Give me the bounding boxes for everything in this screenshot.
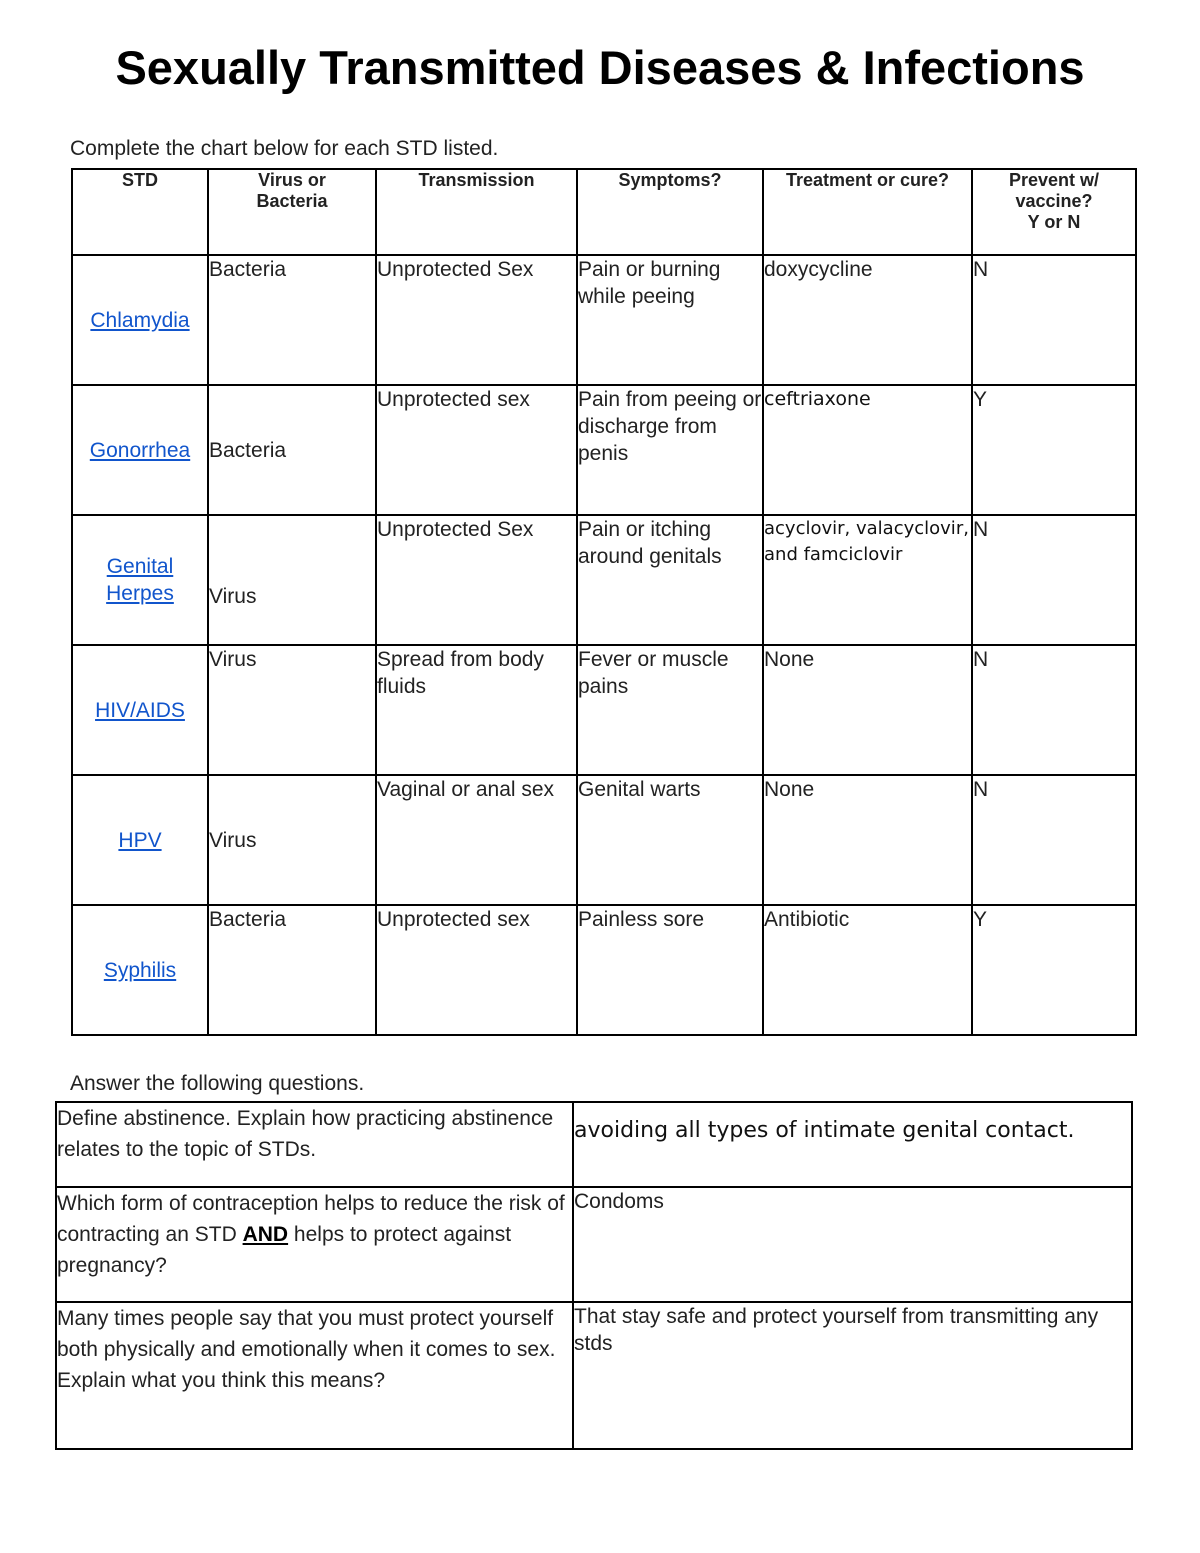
header-symptoms: Symptoms? [577, 169, 763, 255]
transmission-cell: Vaginal or anal sex [376, 775, 577, 905]
treatment-cell: None [763, 775, 972, 905]
std-name-cell [72, 255, 208, 385]
table-header-row [72, 169, 1136, 255]
vaccine-cell: N [972, 255, 1136, 385]
treatment-cell: acyclovir, valacyclovir, and famciclovir [763, 515, 972, 645]
std-link-hpv[interactable]: HPV [118, 828, 162, 852]
vaccine-cell: Y [972, 905, 1136, 1035]
type-cell: Bacteria [208, 905, 376, 1035]
page-title: Sexually Transmitted Diseases & Infections [115, 41, 1085, 94]
treatment-cell: ceftriaxone [763, 385, 972, 515]
std-link-genital-herpes[interactable]: Genital Herpes [106, 555, 174, 605]
answer-cell: That stay safe and protect yourself from transmitting any stds [573, 1302, 1132, 1449]
question-cell: Define abstinence. Explain how practicing abstinence relates to the topic of STDs. [56, 1102, 573, 1187]
question-cell: Many times people say that you must protect yourself both physically and emotionally when it comes to sex. Explain what you think this means? [56, 1302, 573, 1449]
symptoms-cell: Fever or muscle pains [577, 645, 763, 775]
type-cell: Virus [208, 645, 376, 775]
table-row [72, 255, 1136, 385]
treatment-cell: doxycycline [763, 255, 972, 385]
table-row [72, 645, 1136, 775]
emphasis-and: AND [242, 1223, 289, 1246]
transmission-cell: Unprotected Sex [376, 515, 577, 645]
question-row [56, 1302, 1132, 1449]
type-cell: Virus [208, 515, 376, 645]
type-cell: Bacteria [208, 255, 376, 385]
treatment-cell: None [763, 645, 972, 775]
table-row [72, 515, 1136, 645]
treatment-cell: Antibiotic [763, 905, 972, 1035]
question-row [56, 1102, 1132, 1187]
header-vaccine: Prevent w/ vaccine? Y or N [972, 169, 1136, 255]
std-link-hiv-aids[interactable]: HIV/AIDS [95, 698, 185, 722]
std-name-cell [72, 645, 208, 775]
transmission-cell: Unprotected sex [376, 905, 577, 1035]
symptoms-cell: Pain or burning while peeing [577, 255, 763, 385]
questions-table [55, 1101, 1133, 1450]
question-row [56, 1187, 1132, 1302]
header-virus-or-bacteria: Virus or Bacteria [208, 169, 376, 255]
vaccine-cell: N [972, 645, 1136, 775]
transmission-cell: Unprotected sex [376, 385, 577, 515]
type-cell: Virus [208, 775, 376, 905]
table-row [72, 775, 1136, 905]
vaccine-cell: N [972, 775, 1136, 905]
std-name-cell [72, 905, 208, 1035]
std-link-chlamydia[interactable]: Chlamydia [90, 308, 190, 332]
question-cell: Which form of contraception helps to reduce the risk of contracting an STD AND helps to protect against pregnancy? [56, 1187, 573, 1302]
type-cell: Bacteria [208, 385, 376, 515]
std-name-cell [72, 385, 208, 515]
std-link-gonorrhea[interactable]: Gonorrhea [89, 438, 191, 462]
questions-instruction: Answer the following questions. [70, 1072, 365, 1095]
transmission-cell: Unprotected Sex [376, 255, 577, 385]
std-link-syphilis[interactable]: Syphilis [103, 958, 177, 982]
symptoms-cell: Painless sore [577, 905, 763, 1035]
transmission-cell: Spread from body fluids [376, 645, 577, 775]
vaccine-cell: N [972, 515, 1136, 645]
answer-cell: avoiding all types of intimate genital contact. [573, 1102, 1132, 1187]
symptoms-cell: Genital warts [577, 775, 763, 905]
table-row [72, 385, 1136, 515]
header-treatment: Treatment or cure? [763, 169, 972, 255]
table-row [72, 905, 1136, 1035]
chart-instruction: Complete the chart below for each STD listed. [70, 137, 499, 160]
header-transmission: Transmission [376, 169, 577, 255]
header-std: STD [72, 169, 208, 255]
std-name-cell [72, 775, 208, 905]
answer-cell: Condoms [573, 1187, 1132, 1302]
vaccine-cell: Y [972, 385, 1136, 515]
symptoms-cell: Pain or itching around genitals [577, 515, 763, 645]
std-name-cell [72, 515, 208, 645]
symptoms-cell: Pain from peeing or discharge from penis [577, 385, 763, 515]
std-chart-table [71, 168, 1137, 1036]
